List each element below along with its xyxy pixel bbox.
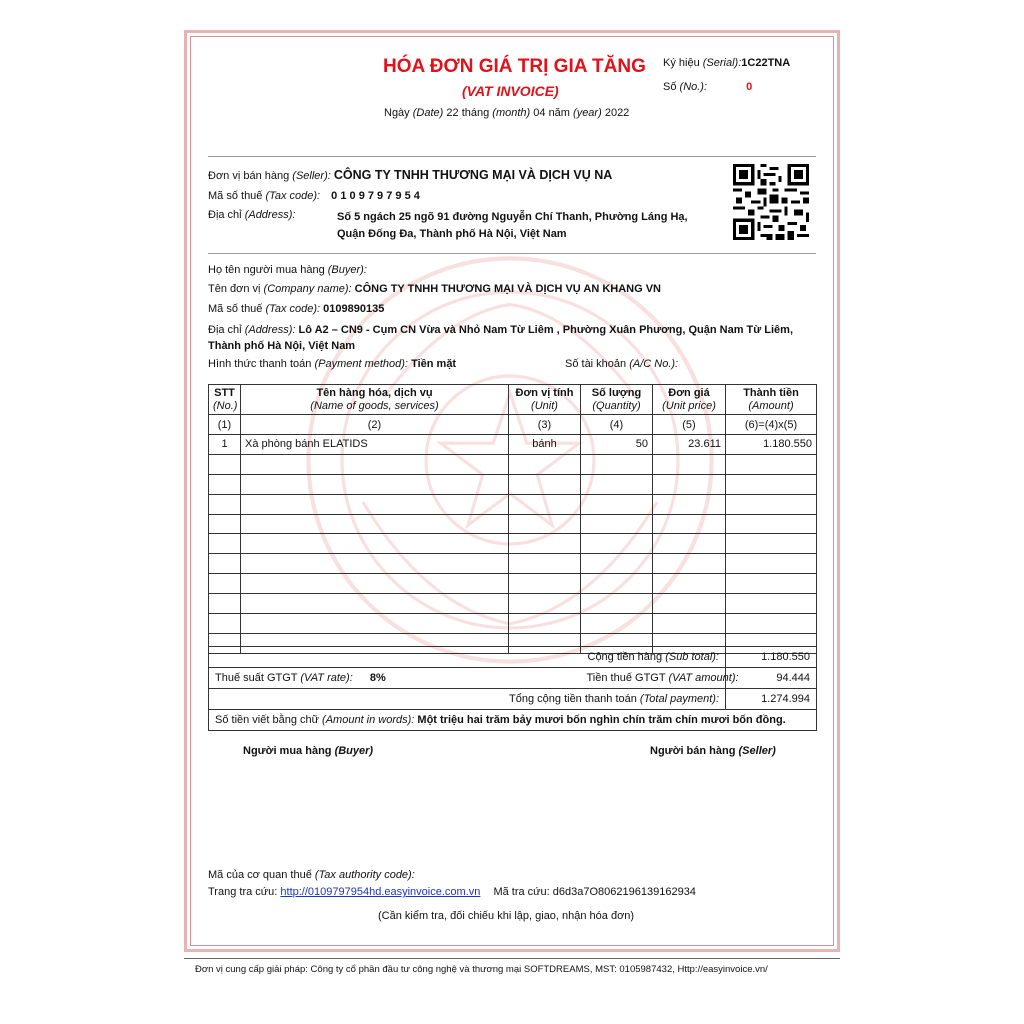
lookup-row: Trang tra cứu: http://0109797954hd.easyinvoice.com.vn Mã tra cứu: d6d3a7O8062196139162934 [208,886,696,898]
header-stt: STT (No.) [209,385,241,415]
serial-value: 1C22TNA [741,57,791,69]
seller-tax-row: Mã số thuế (Tax code): 0 1 0 9 7 9 7 9 5 4 [208,190,420,202]
table-row-empty [209,554,817,574]
seller-signature-label: Người bán hàng (Seller) [650,745,776,757]
table-row-empty [209,514,817,534]
header-quantity: Số lượng (Quantity) [581,385,653,415]
table-header-row [209,385,817,415]
amount-in-words: Một triệu hai trăm bảy mươi bốn nghìn chín trăm chín mươi bốn đồng. [417,714,786,726]
tax-authority-code-row: Mã của cơ quan thuế (Tax authority code): [208,869,415,881]
table-row: 1 Xà phòng bánh ELATIDS bánh 50 23.611 1.180.550 [209,435,817,455]
column-number-row: (1) (2) (3) (4) (5) (6)=(4)x(5) [209,415,817,435]
total-value: 1.274.994 [726,689,817,710]
serial-field: Ký hiệu (Serial):1C22TNA [663,57,791,69]
summary-table [208,646,817,731]
seller-name-row: Đơn vị bán hàng (Seller): CÔNG TY TNHH THƯƠNG MẠI VÀ DỊCH VỤ NA [208,168,613,182]
buyer-tax-code: 0109890135 [323,303,385,315]
buyer-tax-row: Mã số thuế (Tax code): 0109890135 [208,303,385,315]
seller-address-label: Địa chỉ (Address): [208,209,296,221]
seller-name: CÔNG TY TNHH THƯƠNG MẠI VÀ DỊCH VỤ NA [333,168,613,182]
table-row-empty [209,454,817,474]
divider [208,156,816,157]
vat-row: Thuế suất GTGT (VAT rate): 8% Tiền thuế GTGT (VAT amount): 94.444 [209,668,817,689]
lookup-link[interactable]: http://0109797954hd.easyinvoice.com.vn [280,886,481,898]
table-row-empty [209,594,817,614]
footer-divider [184,958,840,959]
verification-note: (Cần kiểm tra, đối chiếu khi lập, giao, nhận hóa đơn) [378,910,635,922]
account-number-row: Số tài khoản (A/C No.): [565,358,679,370]
table-row-empty [209,614,817,634]
qr-code [733,164,809,240]
buyer-company-row: Tên đơn vị (Company name): CÔNG TY TNHH THƯƠNG MẠI VÀ DỊCH VỤ AN KHANG VN [208,283,661,295]
buyer-signature-label: Người mua hàng (Buyer) [243,745,374,757]
table-row-empty [209,534,817,554]
invoice-number-field: Số (No.): 0 [663,81,753,93]
seller-address: Số 5 ngách 25 ngõ 91 đường Nguyễn Chí Thanh, Phường Láng Hạ, Quận Đống Đa, Thành phố Hà Nội, Việt Nam [337,211,688,240]
items-table [208,384,817,654]
table-row-empty [209,474,817,494]
vat-amount: 94.444 [726,668,817,689]
lookup-code: d6d3a7O8062196139162934 [552,886,696,898]
buyer-company: CÔNG TY TNHH THƯƠNG MẠI VÀ DỊCH VỤ AN KHANG VN [354,283,661,295]
invoice-subtitle: (VAT INVOICE) [462,83,559,99]
buyer-name-row: Họ tên người mua hàng (Buyer): [208,264,367,276]
payment-method-row: Hình thức thanh toán (Payment method): Tiền mặt [208,358,457,370]
subtotal-value: 1.180.550 [726,647,817,668]
header-unit-price: Đơn giá (Unit price) [653,385,726,415]
invoice-date: Ngày (Date) 22 tháng (month) 04 năm (year) 2022 [384,107,630,119]
vat-rate: 8% [369,672,386,684]
header-goods: Tên hàng hóa, dịch vụ (Name of goods, services) [241,385,509,415]
total-row: Tổng cộng tiền thanh toán (Total payment): 1.274.994 [209,689,817,710]
provider-footer: Đơn vị cung cấp giải pháp: Công ty cổ phần đầu tư công nghệ và thương mại SOFTDREAMS, MST: 0105987432, Http://easyinvoice.vn/ [195,964,768,975]
table-row-empty [209,574,817,594]
amount-in-words-row: Số tiền viết bằng chữ (Amount in words): Một triệu hai trăm bảy mươi bốn nghìn chín trăm chín mươi bốn đồng. [209,710,817,731]
invoice-title: HÓA ĐƠN GIÁ TRỊ GIA TĂNG [383,56,646,77]
subtotal-row: Cộng tiền hàng (Sub total): 1.180.550 [209,647,817,668]
header-amount: Thành tiền (Amount) [726,385,817,415]
buyer-address: Địa chỉ (Address): Lô A2 – CN9 - Cụm CN Vừa và Nhỏ Nam Từ Liêm , Phường Xuân Phương, Quận Nam Từ Liêm, Thành phố Hà Nội, Việt Nam [208,324,794,352]
invoice-number: 0 [746,81,753,93]
header-unit: Đơn vị tính (Unit) [509,385,581,415]
divider [208,253,816,254]
seller-tax-code: 0 1 0 9 7 9 7 9 5 4 [331,190,420,202]
payment-method: Tiền mặt [411,358,457,370]
table-row-empty [209,494,817,514]
